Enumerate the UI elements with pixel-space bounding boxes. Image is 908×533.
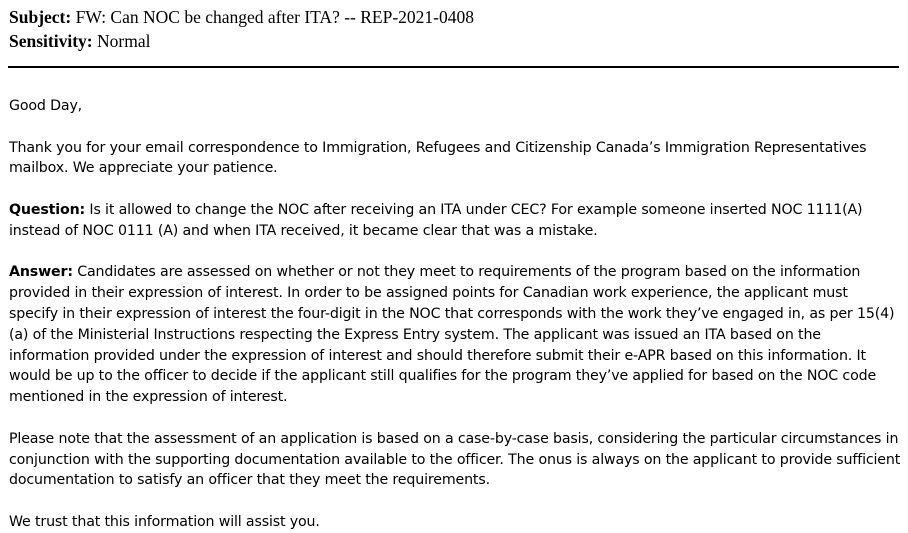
answer-text: Candidates are assessed on whether or not they meet to requirements of the program based on the information provided in their expression of interest. In order to be assigned points for Canadian work experience, the applicant must specify in their expression of interest the four-digit in the NOC that corresponds with the work they’ve engaged in, as per 15(4)(a) of the Ministerial Instructions respecting the Express Entry system. The applicant was issued an ITA based on the information provided under the expression of interest and should therefore submit their e-APR based on this information. It would be up to the officer to decide if the applicant still qualifies for the program they’ve applied for based on the NOC code mentioned in the expression of interest.: [9, 264, 895, 406]
header-divider: [8, 66, 899, 68]
question-label: Question:: [9, 201, 86, 218]
sensitivity-line: [9, 29, 474, 53]
subject-label: Subject:: [9, 7, 72, 27]
answer-paragraph: [9, 262, 901, 408]
subject-line: [9, 5, 474, 29]
question-paragraph: [9, 200, 901, 242]
subject-value: FW: Can NOC be changed after ITA? -- REP-2021-0408: [75, 7, 474, 27]
closing-paragraph: We trust that this information will assist you.: [9, 513, 320, 530]
email-body: [9, 96, 901, 533]
question-text: Is it allowed to change the NOC after receiving an ITA under CEC? For example someone inserted NOC 1111(A) instead of NOC 0111 (A) and when ITA received, it became clear that was a mistake.: [9, 201, 863, 239]
note-paragraph: Please note that the assessment of an application is based on a case-by-case basis, considering the particular circumstances in conjunction with the supporting documentation available to the officer. The onus is always on the applicant to provide sufficient documentation to satisfy an officer that they meet the requirements.: [9, 430, 901, 489]
sensitivity-label: Sensitivity:: [9, 31, 93, 51]
answer-label: Answer:: [9, 264, 73, 281]
email-header: [9, 5, 474, 53]
sensitivity-value: Normal: [97, 31, 151, 51]
greeting: Good Day,: [9, 98, 83, 114]
thanks-paragraph: Thank you for your email correspondence to Immigration, Refugees and Citizenship Canada’s Immigration Representatives mailbox. We appreciate your patience.: [9, 139, 867, 177]
